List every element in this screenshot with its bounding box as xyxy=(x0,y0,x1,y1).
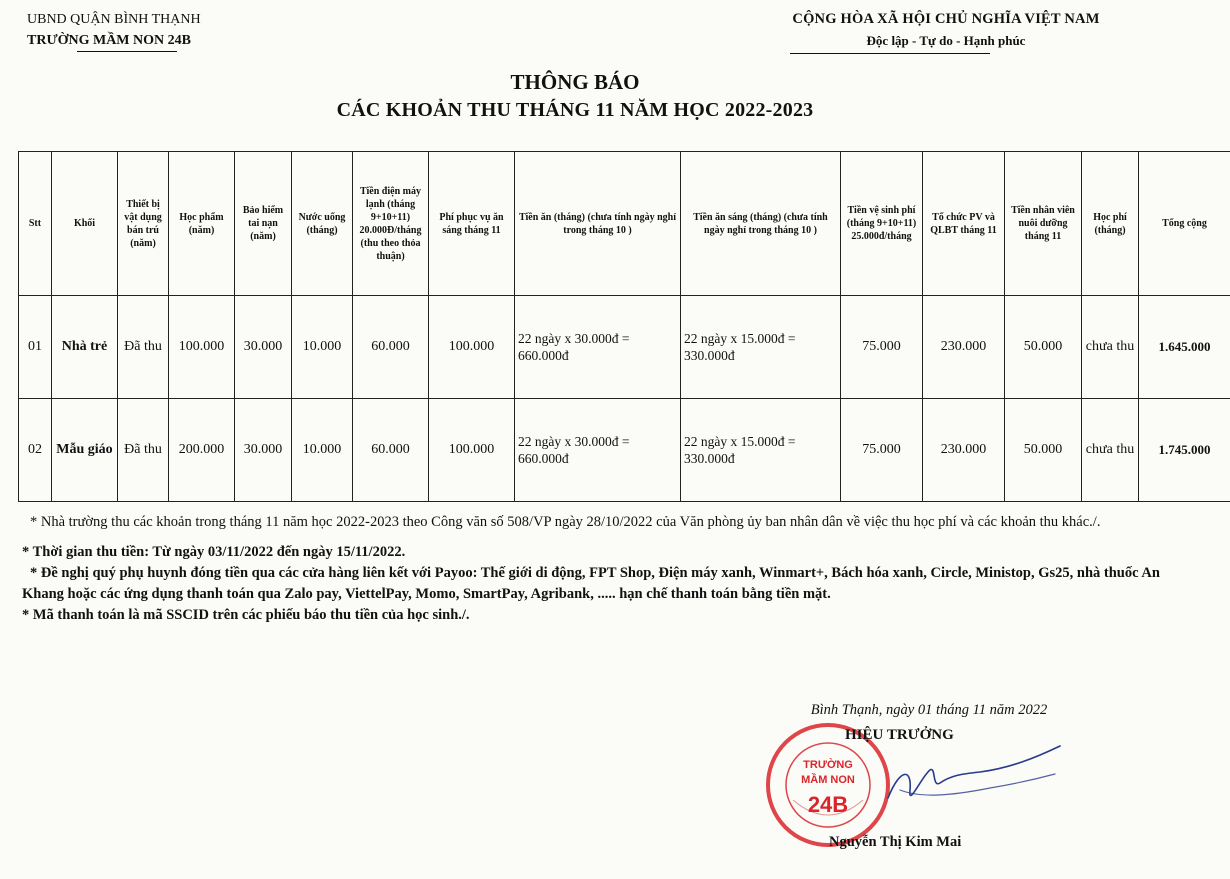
table-header xyxy=(19,152,1230,296)
nation-motto: Độc lập - Tự do - Hạnh phúc xyxy=(866,33,1026,48)
cell-breakfast: 22 ngày x 15.000đ = 330.000đ xyxy=(681,399,841,502)
cell-meals: 22 ngày x 30.000đ = 660.000đ xyxy=(515,399,681,502)
cell-water: 10.000 xyxy=(292,296,353,399)
document-subtitle: CÁC KHOẢN THU THÁNG 11 NĂM HỌC 2022-2023 xyxy=(336,99,814,121)
col-header-meals: Tiền ăn (tháng) (chưa tính ngày nghỉ trong tháng 10 ) xyxy=(515,152,681,296)
cell-care-staff: 50.000 xyxy=(1005,399,1082,502)
cell-insurance: 30.000 xyxy=(235,296,292,399)
col-header-stt: Stt xyxy=(19,152,52,296)
cell-breakfast: 22 ngày x 15.000đ = 330.000đ xyxy=(681,296,841,399)
seal-line2: MẦM NON xyxy=(801,774,855,786)
note-legal-basis: * Nhà trường thu các khoản trong tháng 11 năm học 2022-2023 theo Công văn số 508/VP ngày 28/10/2022 của Văn phòng ủy ban nhân dân về việc thu học phí và các khoản thu khác./. xyxy=(30,514,1101,530)
cell-equipment: Đã thu xyxy=(118,296,169,399)
fees-table xyxy=(18,151,1230,502)
cell-stt: 01 xyxy=(19,296,52,399)
school-underline xyxy=(77,51,177,52)
table-row xyxy=(19,399,1230,502)
signer-name: Nguyễn Thị Kim Mai xyxy=(829,834,962,850)
col-header-total: Tổng cộng xyxy=(1139,152,1230,296)
col-header-breakfast: Tiền ăn sáng (tháng) (chưa tính ngày nghỉ trong tháng 10 ) xyxy=(681,152,841,296)
signature-date: Bình Thạnh, ngày 01 tháng 11 năm 2022 xyxy=(810,702,1048,718)
cell-care-staff: 50.000 xyxy=(1005,296,1082,399)
cell-khoi: Mẫu giáo xyxy=(52,399,118,502)
cell-equipment: Đã thu xyxy=(118,399,169,502)
note-payment-code: * Mã thanh toán là mã SSCID trên các phiếu báo thu tiền của học sinh./. xyxy=(22,607,470,623)
cell-total: 1.745.000 xyxy=(1139,399,1230,502)
cell-stt: 02 xyxy=(19,399,52,502)
col-header-hygiene: Tiền vệ sinh phí (tháng 9+10+11) 25.000đ/tháng xyxy=(841,152,923,296)
cell-breakfast-service: 100.000 xyxy=(429,296,515,399)
cell-supplies: 200.000 xyxy=(169,399,235,502)
col-header-tuition: Học phí (tháng) xyxy=(1082,152,1139,296)
signature-role: HIỆU TRƯỞNG xyxy=(845,727,954,743)
school-name: TRƯỜNG MẦM NON 24B xyxy=(27,33,191,48)
cell-insurance: 30.000 xyxy=(235,399,292,502)
header-right xyxy=(746,8,1146,54)
seal-line1: TRƯỜNG xyxy=(803,759,853,771)
col-header-aircon: Tiền điện máy lạnh (tháng 9+10+11) 20.000Đ/tháng (thu theo thỏa thuận) xyxy=(353,152,429,296)
cell-breakfast-service: 100.000 xyxy=(429,399,515,502)
header-row xyxy=(19,152,1230,296)
cell-management: 230.000 xyxy=(923,296,1005,399)
cell-total: 1.645.000 xyxy=(1139,296,1230,399)
cell-tuition: chưa thu xyxy=(1082,399,1139,502)
col-header-water: Nước uống (tháng) xyxy=(292,152,353,296)
handwritten-signature xyxy=(870,728,1070,838)
cell-aircon: 60.000 xyxy=(353,399,429,502)
table-row xyxy=(19,296,1230,399)
seal-line3: 24B xyxy=(807,792,849,817)
cell-tuition: chưa thu xyxy=(1082,296,1139,399)
header-left xyxy=(27,9,201,51)
motto-underline xyxy=(790,53,990,54)
col-header-equipment: Thiết bị vật dụng bán trú (năm) xyxy=(118,152,169,296)
col-header-supplies: Học phẩm (năm) xyxy=(169,152,235,296)
cell-hygiene: 75.000 xyxy=(841,296,923,399)
cell-hygiene: 75.000 xyxy=(841,399,923,502)
district-name: UBND QUẬN BÌNH THẠNH xyxy=(27,12,201,27)
col-header-insurance: Bảo hiểm tai nạn (năm) xyxy=(235,152,292,296)
cell-water: 10.000 xyxy=(292,399,353,502)
cell-management: 230.000 xyxy=(923,399,1005,502)
col-header-khoi: Khối xyxy=(52,152,118,296)
cell-supplies: 100.000 xyxy=(169,296,235,399)
notes-section xyxy=(22,512,1172,626)
cell-aircon: 60.000 xyxy=(353,296,429,399)
note-payment-channels: * Đề nghị quý phụ huynh đóng tiền qua các cửa hàng liên kết với Payoo: Thế giới di động, FPT Shop, Điện máy xanh, Winmart+, Bách hóa xanh, Circle, Ministop, Gs25, nhà thuốc An Khang hoặc các ứng dụng thanh toán qua Zalo pay, ViettelPay, Momo, SmartPay, Agribank, ..... hạn chế thanh toán bằng tiền mặt. xyxy=(22,565,1160,602)
note-collection-period: * Thời gian thu tiền: Từ ngày 03/11/2022 đến ngày 15/11/2022. xyxy=(22,544,406,560)
cell-meals: 22 ngày x 30.000đ = 660.000đ xyxy=(515,296,681,399)
col-header-breakfast-service: Phí phục vụ ăn sáng tháng 11 xyxy=(429,152,515,296)
table-body xyxy=(19,296,1230,502)
col-header-care-staff: Tiền nhân viên nuôi dưỡng tháng 11 xyxy=(1005,152,1082,296)
cell-khoi: Nhà trẻ xyxy=(52,296,118,399)
document-title: THÔNG BÁO xyxy=(510,70,640,94)
col-header-management: Tổ chức PV và QLBT tháng 11 xyxy=(923,152,1005,296)
nation-title: CỘNG HÒA XÃ HỘI CHỦ NGHĨA VIỆT NAM xyxy=(792,11,1100,27)
